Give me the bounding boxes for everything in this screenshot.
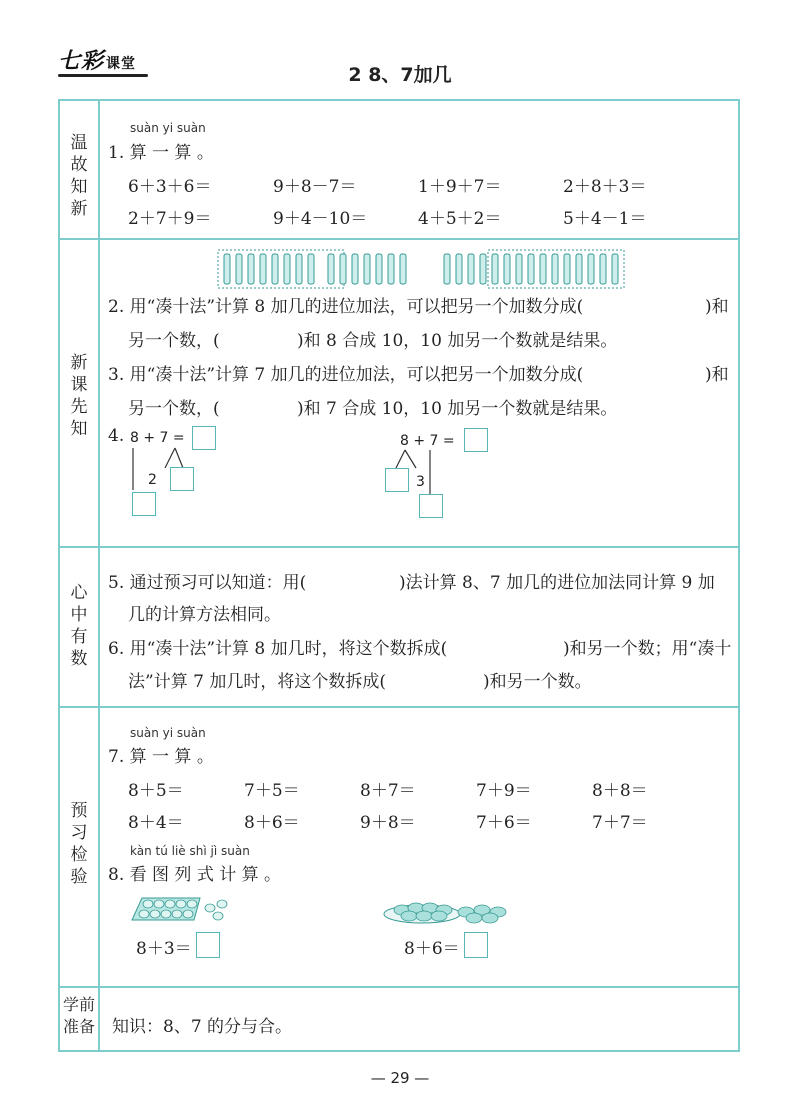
egg-tray-illustration [128, 890, 238, 922]
q8-left-answer-box[interactable] [196, 932, 220, 958]
q4-right-given: 3 [416, 474, 425, 490]
q8-right-expression: 8＋6＝ [404, 939, 460, 959]
q7-problem: 8＋4＝ [128, 813, 184, 833]
section-label-review: 温故知新 [70, 133, 88, 219]
q2-line1b: )和 [705, 297, 729, 317]
section-divider [58, 986, 740, 988]
counting-stick [364, 254, 370, 284]
counting-stick [260, 254, 266, 284]
section-divider [58, 238, 740, 240]
q1-problem: 2＋8＋3＝ [563, 177, 647, 197]
brand-suffix: 课堂 [106, 56, 137, 72]
counting-stick [600, 254, 606, 284]
counting-stick [248, 254, 254, 284]
page-title: 2 8、7加几 [348, 64, 452, 86]
counting-stick [284, 254, 290, 284]
q4-right-split-box[interactable] [385, 468, 409, 492]
section-divider [58, 546, 740, 548]
q2-line1a: 2. 用“凑十法”计算 8 加几的进位加法，可以把另一个加数分成( [108, 297, 584, 317]
counting-stick [564, 254, 570, 284]
counting-stick [504, 254, 510, 284]
q4-left-given: 2 [148, 472, 157, 488]
q8-label: 8. 看 图 列 式 计 算 。 [108, 865, 282, 885]
q7-problem: 8＋8＝ [592, 781, 648, 801]
q4-left-expression: 8 + 7 = [130, 430, 185, 446]
counting-stick [480, 254, 486, 284]
counting-stick [540, 254, 546, 284]
section-label-new: 新课先知 [70, 353, 88, 439]
counting-stick [236, 254, 242, 284]
counting-stick [340, 254, 346, 284]
q7-problem: 7＋5＝ [244, 781, 300, 801]
q4-left-sum-box[interactable] [132, 492, 156, 516]
counting-stick [352, 254, 358, 284]
q4-right-answer-box[interactable] [464, 428, 488, 452]
q5-line2: 几的计算方法相同。 [128, 605, 281, 625]
counting-stick [612, 254, 618, 284]
q7-problem: 7＋7＝ [592, 813, 648, 833]
brand-text: 七彩 [58, 49, 105, 74]
page-number: — 29 — [370, 1069, 430, 1087]
q7-problem: 7＋9＝ [476, 781, 532, 801]
counting-stick [296, 254, 302, 284]
q4-right-expression: 8 + 7 = [400, 433, 455, 449]
counting-stick [388, 254, 394, 284]
counting-stick [328, 254, 334, 284]
counting-stick [224, 254, 230, 284]
q6-line2a: 法”计算 7 加几时，将这个数拆成( [128, 672, 386, 692]
q6-line1b: )和另一个数；用“凑十 [563, 639, 732, 659]
q3-line1a: 3. 用“凑十法”计算 7 加几的进位加法，可以把另一个加数分成( [108, 365, 584, 385]
q7-problem: 8＋6＝ [244, 813, 300, 833]
q3-line2b: )和 7 合成 10，10 加另一个数就是结果。 [297, 399, 618, 419]
counting-stick [456, 254, 462, 284]
q6-line1a: 6. 用“凑十法”计算 8 加几时，将这个数拆成( [108, 639, 448, 659]
q2-line2b: )和 8 合成 10，10 加另一个数就是结果。 [297, 331, 618, 351]
q1-problem: 2＋7＋9＝ [128, 209, 212, 229]
q4-right-sum-box[interactable] [419, 494, 443, 518]
q3-line2a: 另一个数，( [128, 399, 220, 419]
q7-pinyin: suàn yi suàn [130, 726, 206, 740]
q8-pinyin: kàn tú liè shì jì suàn [130, 844, 250, 858]
q1-problem: 9＋4－10＝ [273, 209, 368, 229]
q1-problem: 5＋4－1＝ [563, 209, 647, 229]
q4-label: 4. [108, 426, 125, 446]
q7-problem: 7＋6＝ [476, 813, 532, 833]
q1-pinyin: suàn yi suàn [130, 121, 206, 135]
q1-label: 1. 算 一 算 。 [108, 143, 214, 163]
counting-stick [400, 254, 406, 284]
counting-stick [468, 254, 474, 284]
section-label-check: 预习检验 [70, 801, 88, 887]
q2-line2a: 另一个数，( [128, 331, 220, 351]
counting-stick [528, 254, 534, 284]
q1-problem: 4＋5＋2＝ [418, 209, 502, 229]
counting-stick [576, 254, 582, 284]
q1-problem: 1＋9＋7＝ [418, 177, 502, 197]
q5-line1a: 5. 通过预习可以知道：用( [108, 573, 307, 593]
counting-stick [272, 254, 278, 284]
q4-left-answer-box[interactable] [192, 426, 216, 450]
counting-stick [516, 254, 522, 284]
q7-problem: 8＋7＝ [360, 781, 416, 801]
section-label-mind: 心中有数 [70, 583, 88, 669]
q7-problem: 9＋8＝ [360, 813, 416, 833]
section-label-prep: 学前准备 [62, 995, 95, 1036]
counting-stick [308, 254, 314, 284]
q1-problem: 9＋8－7＝ [273, 177, 357, 197]
section-divider [58, 706, 740, 708]
counting-stick [492, 254, 498, 284]
dumplings-illustration [384, 898, 524, 924]
counting-stick [588, 254, 594, 284]
prep-knowledge-text: 知识：8、7 的分与合。 [112, 1017, 293, 1037]
counting-stick [552, 254, 558, 284]
q8-left-expression: 8＋3＝ [136, 939, 192, 959]
q8-right-answer-box[interactable] [464, 932, 488, 958]
section-label-column [58, 99, 100, 1052]
q1-problem: 6＋3＋6＝ [128, 177, 212, 197]
q7-problem: 8＋5＝ [128, 781, 184, 801]
q4-left-split-box[interactable] [170, 467, 194, 491]
counting-sticks-illustration [210, 248, 640, 290]
q6-line2b: )和另一个数。 [483, 672, 592, 692]
q3-line1b: )和 [705, 365, 729, 385]
q5-line1b: )法计算 8、7 加几的进位加法同计算 9 加 [399, 573, 715, 593]
counting-stick [376, 254, 382, 284]
counting-stick [444, 254, 450, 284]
q7-label: 7. 算 一 算 。 [108, 747, 214, 767]
